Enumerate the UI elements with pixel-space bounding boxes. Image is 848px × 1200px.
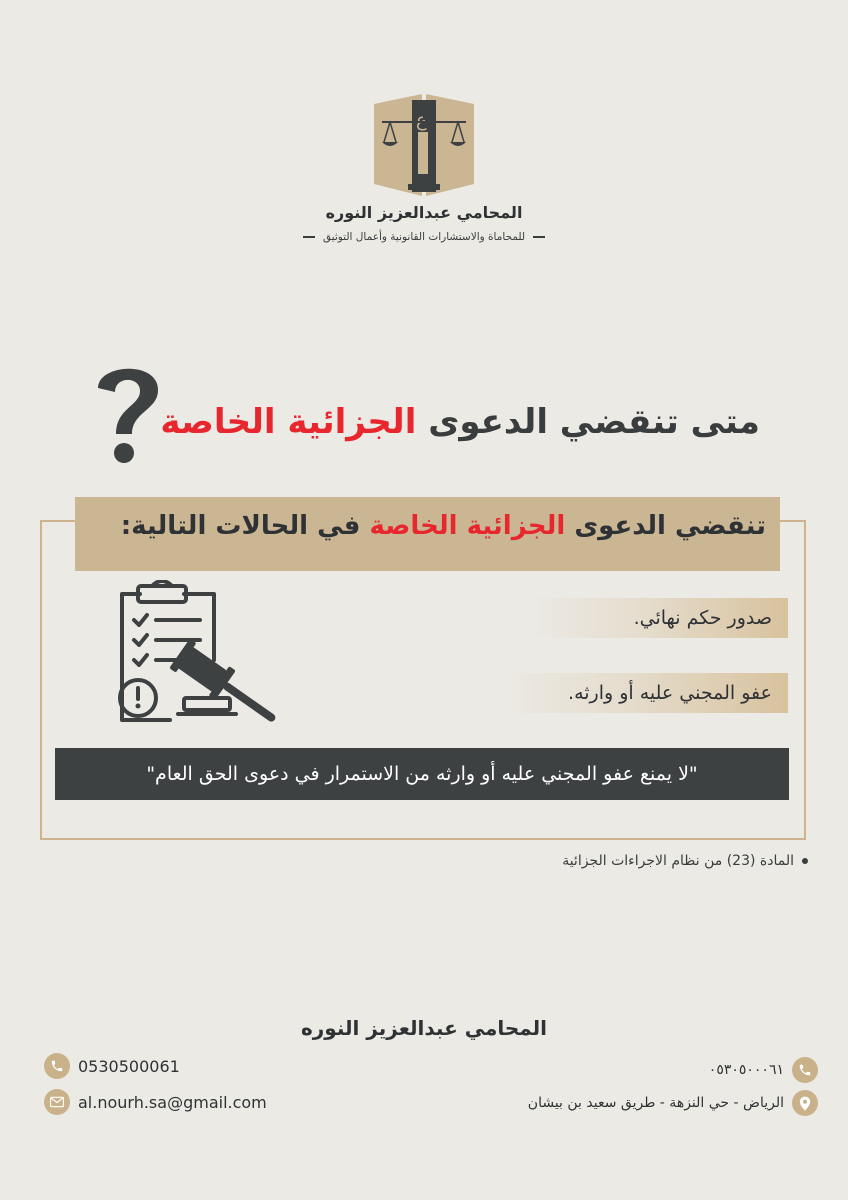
phone-contact[interactable] <box>44 1053 180 1079</box>
location-pin-icon <box>792 1090 818 1116</box>
question-prefix: متى تنقضي الدعوى <box>428 402 760 442</box>
address-contact <box>528 1090 818 1116</box>
phone-number[interactable]: 0530500061 <box>78 1056 180 1076</box>
clipboard-gavel-icon <box>110 580 285 730</box>
case-item <box>500 673 788 713</box>
cases-heading-bar <box>75 497 780 571</box>
question-highlight: الجزائية الخاصة <box>160 402 417 442</box>
phone-contact-arabic[interactable] <box>709 1057 818 1083</box>
law-firm-logo <box>372 92 476 198</box>
source-text: المادة (23) من نظام الاجراءات الجزائية <box>562 853 794 869</box>
phone-number-arabic[interactable]: ٠٥٣٠٥٠٠٠٦١ <box>708 1062 784 1078</box>
address-text: الرياض - حي النزهة - طريق سعيد بن بيشان <box>527 1095 784 1111</box>
tagline-dash-right <box>533 236 545 238</box>
firm-tagline: للمحاماة والاستشارات القانونية وأعمال التوثيق <box>322 231 526 243</box>
mail-icon <box>44 1089 70 1115</box>
firm-tagline-row <box>254 228 594 246</box>
quote-text: "لا يمنع عفو المجني عليه أو وارثه من الاستمرار في دعوى الحق العام" <box>146 763 698 785</box>
phone-icon <box>792 1057 818 1083</box>
email-address[interactable]: al.nourh.sa@gmail.com <box>78 1092 267 1112</box>
bullet-icon <box>802 858 808 864</box>
heading-highlight: الجزائية الخاصة <box>369 511 566 541</box>
tagline-dash-left <box>303 236 315 238</box>
case-item-text: صدور حكم نهائي. <box>633 607 772 629</box>
case-item <box>530 598 788 638</box>
quote-bar <box>55 748 789 800</box>
footer-name: المحامي عبدالعزيز النوره <box>300 1016 548 1040</box>
case-item-text: عفو المجني عليه أو وارثه. <box>568 682 772 704</box>
source-reference <box>562 853 808 869</box>
logo-letter: ع <box>416 110 427 131</box>
heading-prefix: تنقضي الدعوى <box>574 511 766 541</box>
page-question <box>120 402 760 442</box>
firm-name: المحامي عبدالعزيز النوره <box>325 203 523 222</box>
email-contact[interactable] <box>44 1089 267 1115</box>
cases-heading <box>86 511 766 541</box>
heading-suffix: في الحالات التالية: <box>120 511 361 541</box>
phone-icon <box>44 1053 70 1079</box>
